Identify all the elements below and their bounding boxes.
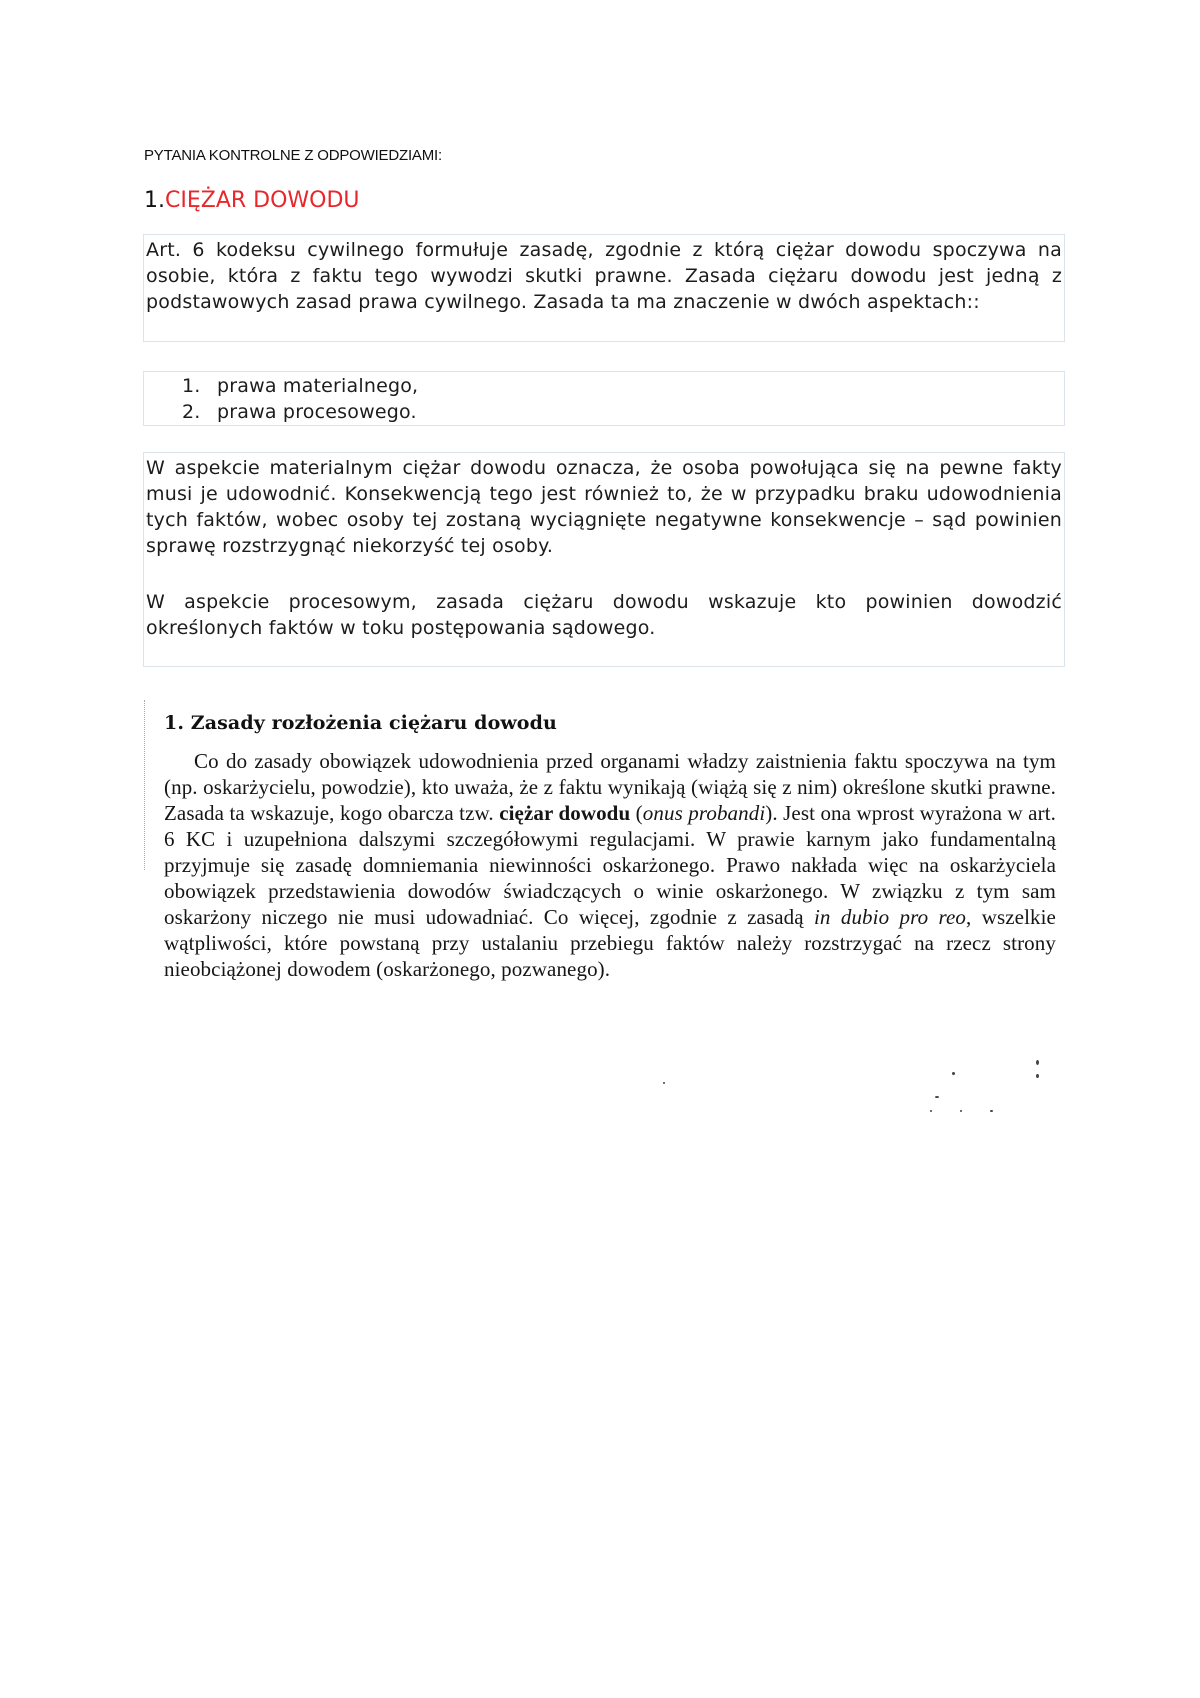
- document-header: PYTANIA KONTROLNE Z ODPOWIEDZIAMI:: [144, 147, 442, 164]
- scan-italic-term: in dubio pro reo: [814, 905, 967, 929]
- scan-speck: [990, 1110, 993, 1112]
- scan-speck: [935, 1096, 939, 1098]
- scan-text: (: [630, 801, 643, 825]
- procedural-aspect-paragraph: W aspekcie procesowym, zasada ciężaru dowodu wskazuje kto powinien dowodzić określonych faktów w toku postępowania sądowego.: [146, 591, 1062, 639]
- scanned-excerpt-image: [140, 690, 1080, 1130]
- intro-paragraph: Art. 6 kodeksu cywilnego formułuje zasadę, zgodnie z którą ciężar dowodu spoczywa na osobie, która z faktu tego wywodzi skutki prawne. Zasada ciężaru dowodu jest jedną z podstawowych zasad prawa cywilnego. Zasada ta ma znaczenie w dwóch aspektach::: [146, 239, 1062, 313]
- aspects-list: [144, 373, 1064, 425]
- section-title-text: CIĘŻAR DOWODU: [165, 188, 360, 213]
- list-item-number: 2.: [182, 401, 201, 423]
- scan-text: , wszelkie wątpliwości, które powstaną przy ustalaniu przebiegu faktów należy rozstrzygać na rzecz strony nieobciążonej dowodem (oskarżonego, pozwanego).: [164, 905, 1056, 981]
- list-item-text: prawa procesowego.: [217, 401, 417, 423]
- scan-speck: [952, 1072, 955, 1075]
- material-aspect-paragraph: W aspekcie materialnym ciężar dowodu oznacza, że osoba powołująca się na pewne fakty musi je udowodnić. Konsekwencją tego jest również to, że w przypadku braku udowodnienia tych faktów, wobec osoby tej zostaną wyciągnięte negatywne konsekwencje – sąd powinien sprawę rozstrzygnąć niekorzyść tej osoby.: [146, 457, 1062, 557]
- scan-italic-term: onus probandi: [642, 801, 766, 825]
- scan-speck: [930, 1110, 932, 1112]
- scan-speck: [960, 1110, 962, 1112]
- scan-margin-mark: [144, 700, 149, 870]
- scan-heading: 1. Zasady rozłożenia ciężaru dowodu: [164, 712, 557, 734]
- scan-text: ). Jest ona wprost wyrażona w art. 6 KC i uzupełniona dalszymi szczegółowymi regulacjami. W prawie karnym jako fundamentalną przyjmuje się zasadę domniemania niewinności oskarżonego. Prawo nakłada więc na oskarżyciela obowiązek przedstawienia dowodów świadczących o winie oskarżonego. W związku z tym sam oskarżony niczego nie musi udowadniać. Co więcej, zgodnie z zasadą: [164, 801, 1056, 929]
- section-title: [144, 188, 360, 213]
- aspects-explanation-textbox: [143, 452, 1065, 667]
- list-item: [144, 399, 1064, 425]
- scan-bold-term: ciężar dowodu: [499, 801, 631, 825]
- list-item: [144, 373, 1064, 399]
- list-item-number: 1.: [182, 375, 201, 397]
- list-item-text: prawa materialnego,: [217, 375, 419, 397]
- scan-text: Co do zasady obowiązek udowodnienia przed organami władzy zaistnienia faktu spoczywa na tym (np. oskarżycielu, powodzie), kto uważa, że z faktu wynikają (wiążą się z nim) określone skutki prawne. Zasada ta wskazuje, kogo obarcza tzw.: [164, 749, 1056, 825]
- aspects-list-box: [143, 371, 1065, 426]
- intro-textbox: [143, 234, 1065, 342]
- scan-paragraph: [164, 748, 1056, 982]
- scan-speck: [1036, 1060, 1039, 1065]
- scan-speck: [1036, 1074, 1039, 1078]
- section-number: 1.: [144, 188, 165, 213]
- scan-speck: [663, 1082, 665, 1084]
